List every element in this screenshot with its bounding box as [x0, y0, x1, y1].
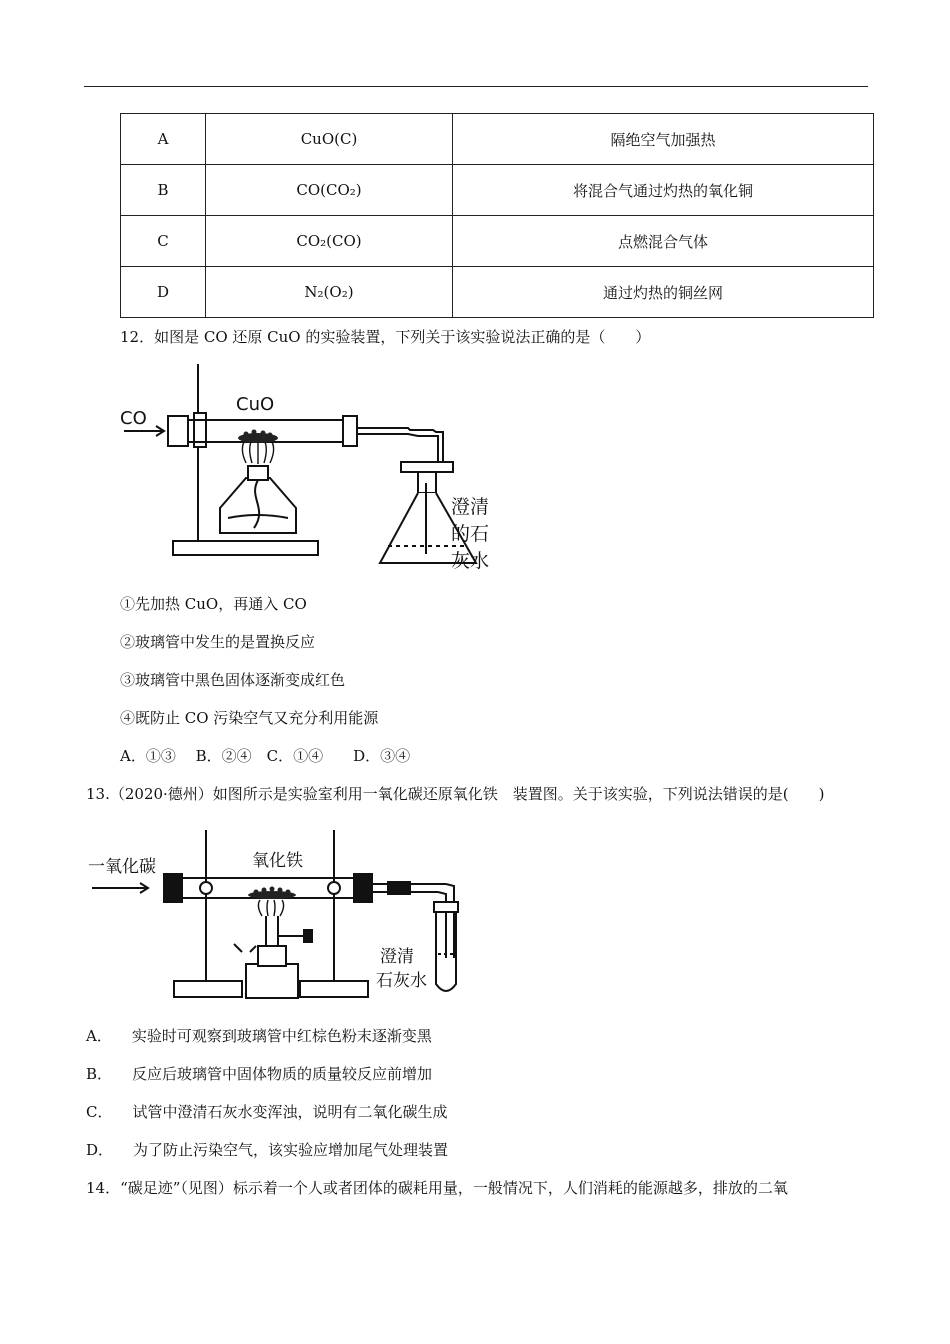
row-substance: CO₂(CO) — [206, 216, 453, 267]
q12-stem: 12．如图是 CO 还原 CuO 的实验装置，下列关于该实验说法正确的是（ ） — [120, 328, 651, 346]
q13-stem: 13.（2020·德州）如图所示是实验室利用一氧化碳还原氧化铁 装置图。关于该实验，下列说法错误的是( ) — [86, 785, 825, 803]
option-letter: B． — [86, 1065, 113, 1083]
row-method: 隔绝空气加强热 — [453, 114, 874, 165]
cuo-label: CuO — [236, 394, 275, 415]
row-method: 将混合气通过灼热的氧化铜 — [453, 165, 874, 216]
q13-option — [86, 1064, 432, 1084]
options-table — [120, 113, 874, 318]
row-label: D — [121, 267, 206, 318]
option-text: 为了防止污染空气，该实验应增加尾气处理装置 — [133, 1141, 449, 1159]
option-text: 实验时可观察到玻璃管中红棕色粉末逐渐变黑 — [131, 1027, 432, 1045]
option-letter: A． — [86, 1027, 112, 1045]
option-text: 试管中澄清石灰水变浑浊，说明有二氧化碳生成 — [132, 1103, 448, 1121]
q12-apparatus-figure — [118, 358, 498, 580]
q12-statement: ①先加热 CuO，再通入 CO — [120, 595, 307, 613]
option-letter: C． — [86, 1103, 113, 1121]
limewater-label-1: 澄清 — [451, 496, 490, 518]
q14-stem: 14．“碳足迹”（见图）标示着一个人或者团体的碳耗用量，一般情况下，人们消耗的能源越多，排放的二氧 — [86, 1179, 788, 1197]
option-letter: D． — [86, 1141, 114, 1159]
q12-statement: ③玻璃管中黑色固体逐渐变成红色 — [120, 671, 346, 689]
option-text: 反应后玻璃管中固体物质的质量较反应前增加 — [132, 1065, 433, 1083]
row-substance: N₂(O₂) — [206, 267, 453, 318]
q12-statement: ④既防止 CO 污染空气又充分利用能源 — [120, 709, 379, 727]
row-method: 点燃混合气体 — [453, 216, 874, 267]
q13-option — [86, 1026, 432, 1046]
row-label: A — [121, 114, 206, 165]
limewater-label-1: 澄清 — [380, 947, 414, 967]
row-substance: CuO(C) — [206, 114, 453, 165]
fe2o3-label: 氧化铁 — [252, 851, 303, 871]
q13-apparatus-figure — [86, 826, 482, 1002]
table-row — [121, 165, 874, 216]
co-inlet-label: 一氧化碳 — [88, 857, 156, 877]
table-row — [121, 216, 874, 267]
table-row — [121, 267, 874, 318]
q12-options: A．①③ B．②④ C．①④ D．③④ — [120, 747, 411, 765]
header-rule — [84, 86, 868, 87]
limewater-label-2: 的石 — [451, 523, 490, 545]
table-row — [121, 114, 874, 165]
limewater-label-3: 灰水 — [451, 550, 490, 572]
row-method: 通过灼热的铜丝网 — [453, 267, 874, 318]
q13-option — [86, 1102, 448, 1122]
co-inlet-label: CO — [120, 408, 147, 429]
row-label: B — [121, 165, 206, 216]
row-label: C — [121, 216, 206, 267]
row-substance: CO(CO₂) — [206, 165, 453, 216]
q12-statement: ②玻璃管中发生的是置换反应 — [120, 633, 316, 651]
limewater-label-2: 石灰水 — [376, 971, 427, 991]
q13-option — [86, 1140, 448, 1160]
